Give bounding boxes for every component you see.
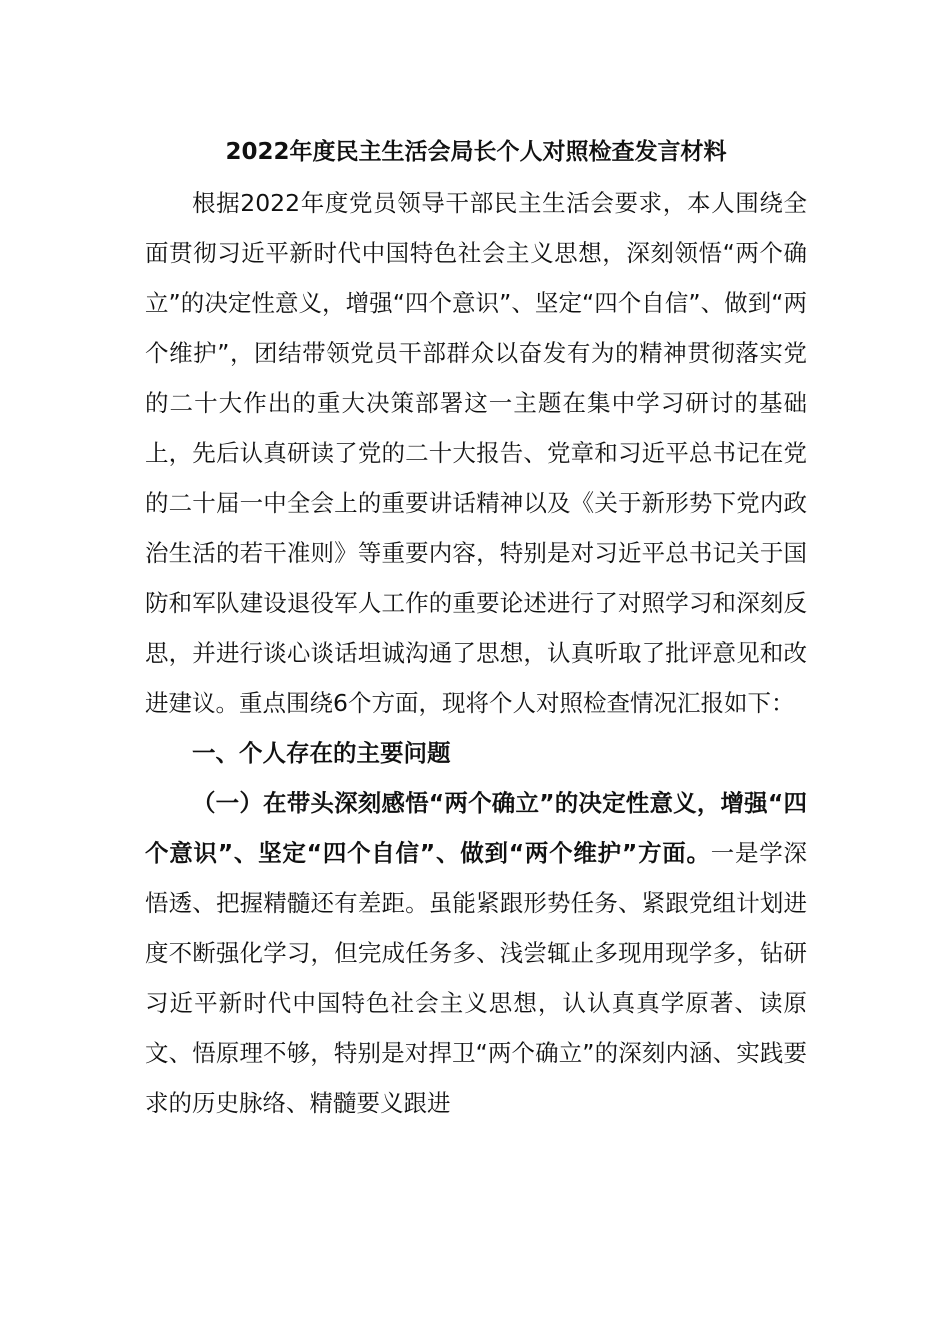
document-title: 2022年度民主生活会局长个人对照检查发言材料 [225, 139, 727, 165]
intro-paragraph: 根据2022年度党员领导干部民主生活会要求，本人围绕全面贯彻习近平新时代中国特色社会主义思想，深刻领悟“两个确立”的决定性意义，增强“四个意识”、坚定“四个自信”、做到“两个维护”，团结带领党员干部群众以奋发有为的精神贯彻落实党的二十大作出的重大决策部署这一主题在集中学习研讨的基础上，先后认真研读了党的二十大报告、党章和习近平总书记在党的二十届一中全会上的重要讲话精神以及《关于新形势下党内政治生活的若干准则》等重要内容，特别是对习近平总书记关于国防和军队建设退役军人工作的重要论述进行了对照学习和深刻反思，并进行谈心谈话坦诚沟通了思想，认真听取了批评意见和改进建议。重点围绕6个方面，现将个人对照检查情况汇报如下： [145, 189, 807, 717]
item-paragraph-1 [145, 778, 807, 1128]
item-1-body: 一是学深悟透、把握精髓还有差距。虽能紧跟形势任务、紧跟党组计划进度不断强化学习，但完成任务多、浅尝辄止多现用现学多，钻研习近平新时代中国特色社会主义思想，认认真真学原著、读原文、悟原理不够，特别是对捍卫“两个确立”的深刻内涵、实践要求的历史脉络、精髓要义跟进 [145, 839, 807, 1117]
item-1-lead: （一）在带头深刻感悟“两个确立”的决定性意义，增强“四个意识”、坚定“四个自信”、做到“两个维护”方面。 [145, 789, 807, 867]
document-body [145, 126, 807, 1128]
section-heading-main-problems: 一、个人存在的主要问题 [192, 739, 451, 767]
